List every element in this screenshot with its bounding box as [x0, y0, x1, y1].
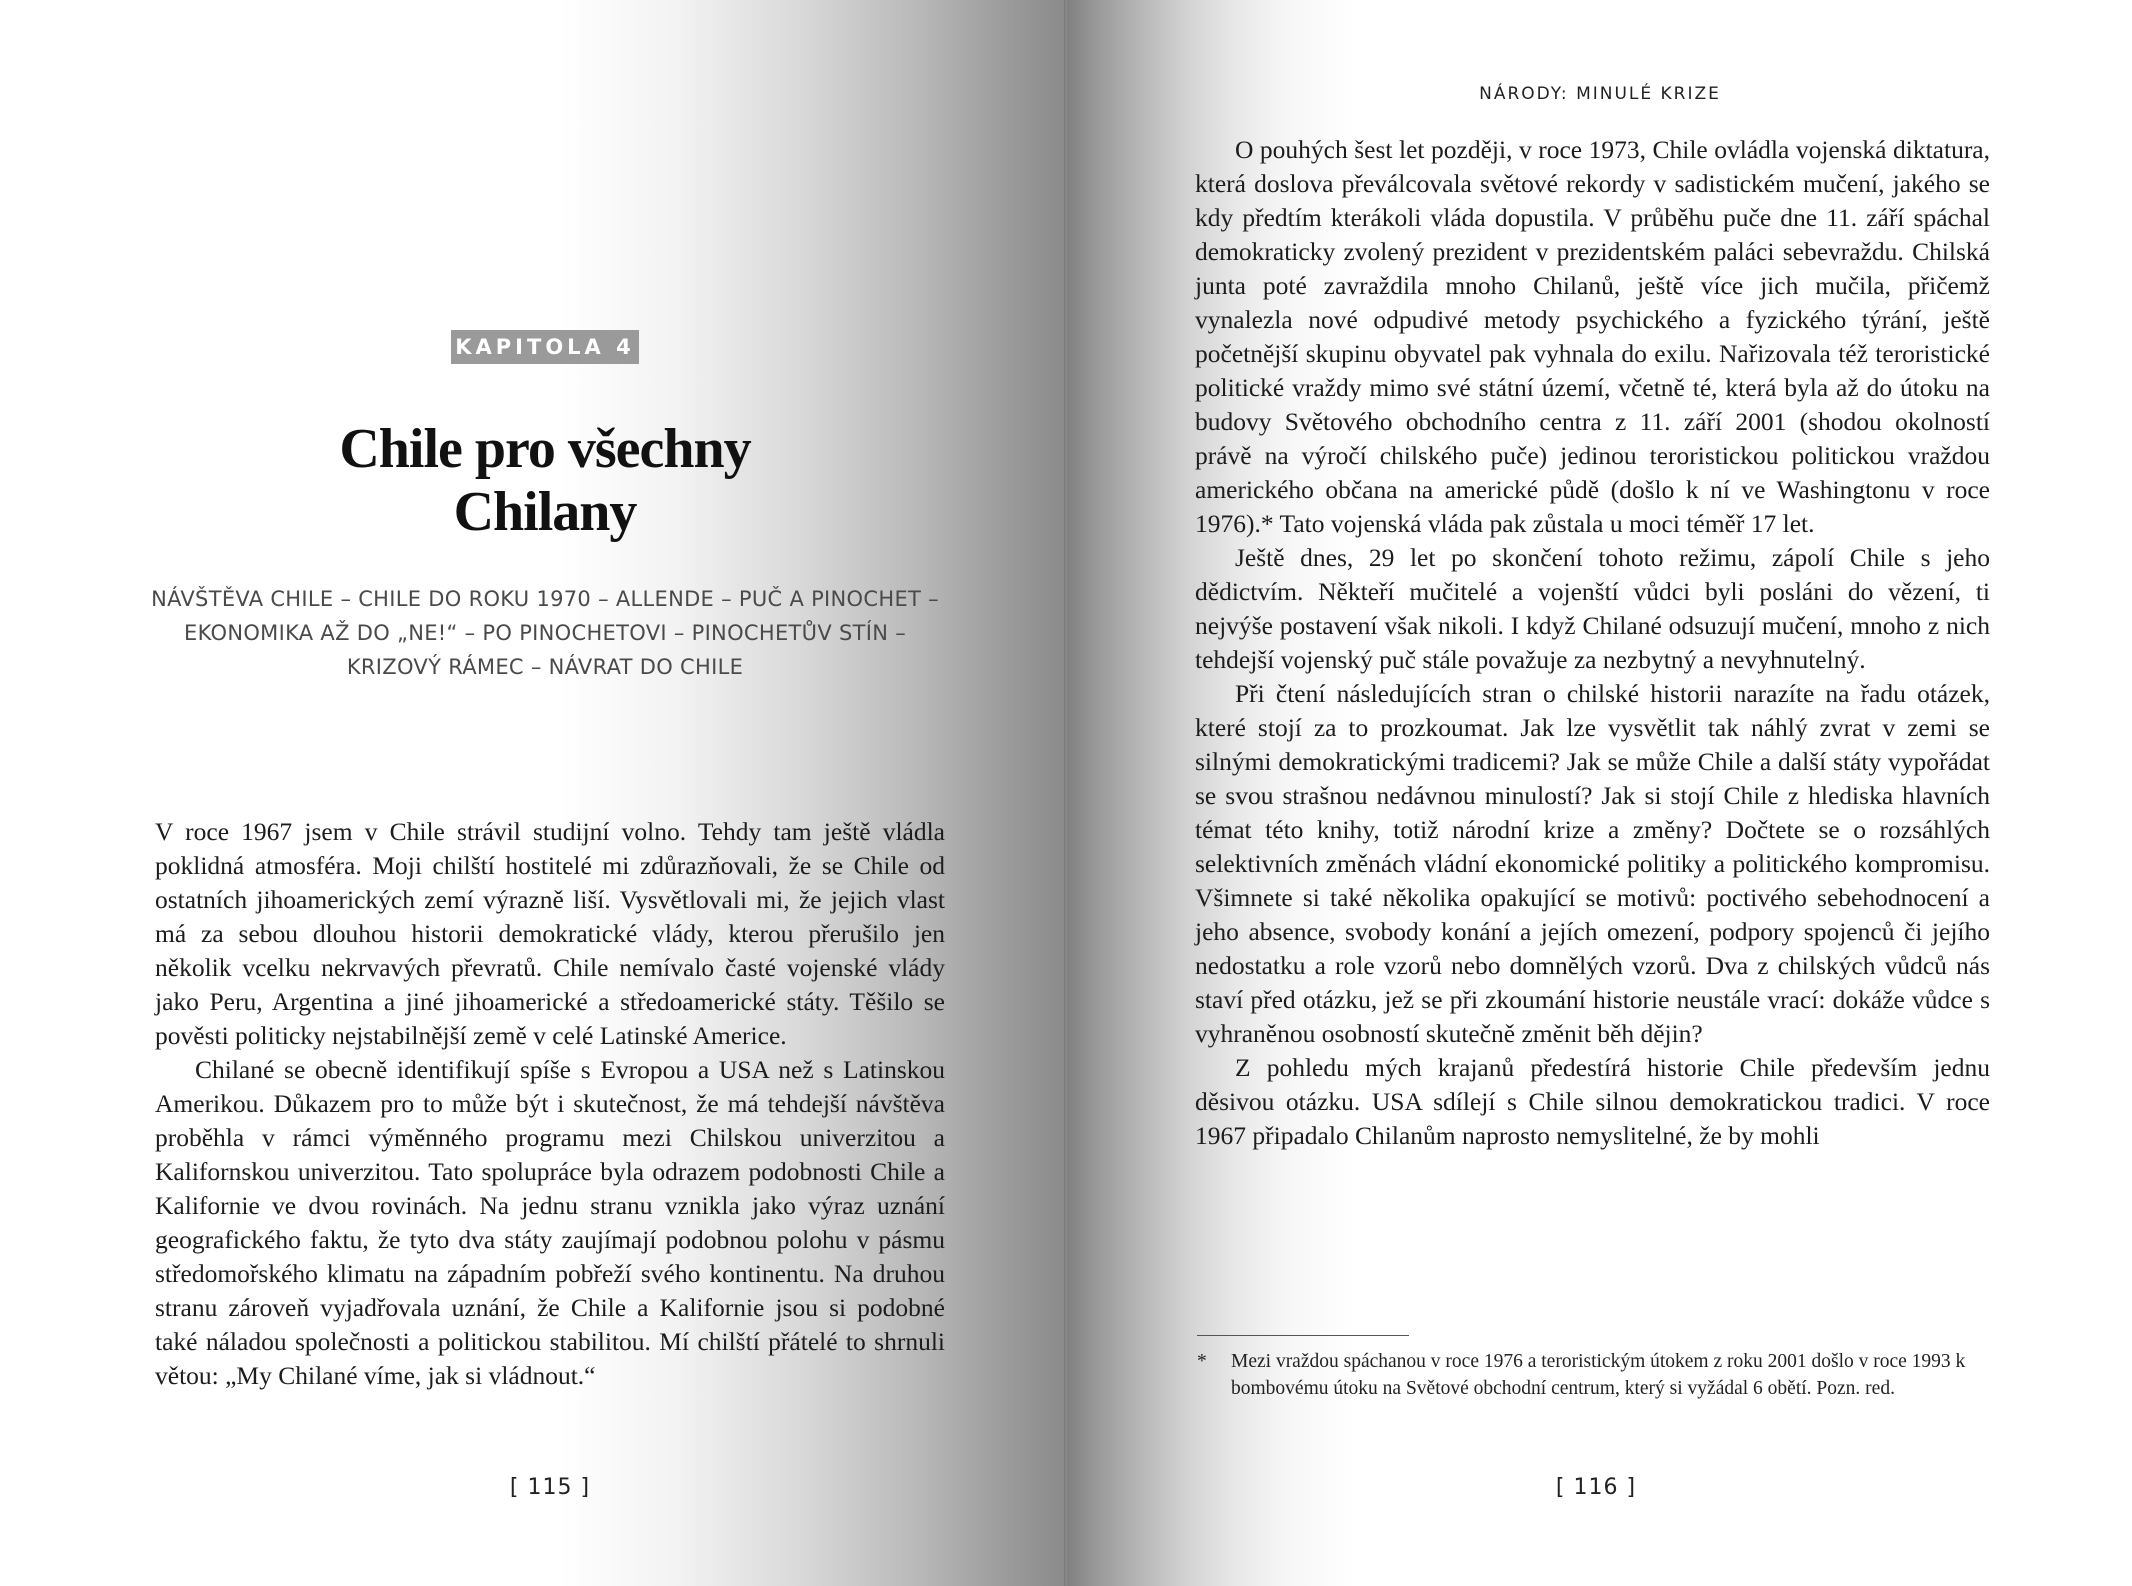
paragraph: O pouhých šest let později, v roce 1973, Chile ovládla vojenská diktatura, která doslova převálcovala světové rekordy v sadistickém mučení, jakého se kdy předtím kterákoli vláda dopustila. V průběhu puče dne 11. září spáchal demokraticky zvolený prezident v prezidentském paláci sebevraždu. Chilská junta poté zavraždila mnoho Chilanů, ještě více jich mučila, přičemž vynalezla nové odpudivé metody psychického a fyzického týrání, ještě početnější skupinu obyvatel pak vyhnala do exilu. Nařizovala též teroristické politické vraždy mimo své státní území, včetně té, která byla až do útoku na budovy Světového obchodního centra z 11. září 2001 (shodou okolností právě na výročí chilského puče) jedinou teroristickou politickou vraždou amerického občana na americké půdě (došlo k ní ve Washingtonu v roce 1976).* Tato vojenská vláda pak zůstala u moci téměř 17 let. — [1195, 135, 1990, 538]
paragraph: Chilané se obecně identifikují spíše s Evropou a USA než s Latinskou Amerikou. Důkazem pro to může být i skutečnost, že má tehdejší návštěva proběhla v rámci výměnného programu mezi Chilskou univerzitou a Kalifornskou univerzitou. Tato spolupráce byla odrazem podobnosti Chile a Kalifornie ve dvou rovinách. Na jednu stranu vznikla jako výraz uznání geografického faktu, že tyto dva státy zaujímají podobnou polohu v pásmu středomořského klimatu na západním pobřeží svého kontinentu. Na druhou stranu zároveň vyjadřovala uznání, že Chile a Kalifornie jsou si podobné také náladou společnosti a politickou stabilitou. Mí chilští přátelé to shrnuli větou: „My Chilané víme, jak si vládnout.“ — [155, 1055, 945, 1390]
chapter-label: KAPITOLA 4 — [451, 330, 639, 364]
chapter-title — [230, 418, 860, 544]
page-number-left: [ 115 ] — [509, 1475, 591, 1500]
footnote-mark: * — [1197, 1351, 1207, 1372]
chapter-title-line: Chile pro všechny — [339, 418, 751, 480]
footnote — [1197, 1348, 1977, 1402]
right-body-text — [1195, 133, 1990, 1153]
running-head: NÁRODY: MINULÉ KRIZE — [1479, 84, 1721, 104]
paragraph: Při čtení následujících stran o chilské historii narazíte na řadu otázek, které stojí za to prozkoumat. Jak lze vysvětlit tak náhlý zvrat v zemi se silnými demokratickými tradicemi? Jak se může Chile a další státy vypořádat se svou strašnou nedávnou minulostí? Jak si stojí Chile z hlediska hlavních témat této knihy, totiž národní krize a změny? Dočtete se o rozsáhlých selektivních změnách vládní ekonomické politiky a politického kompromisu. Všimnete si také několika opakující se motivů: poctivého sebehodnocení a jeho absence, svobody konání a jejích omezení, podpory spojenců či jejího nedostatku a role vzorů nebo domnělých vzorů. Dva z chilských vůdců nás staví před otázku, jež se při zkoumání historie neustále vrací: dokáže vůdce s vyhraněnou osobností skutečně změnit běh dějin? — [1195, 679, 1990, 1048]
paragraph: Z pohledu mých krajanů předestírá historie Chile především jednu děsivou otázku. USA sdílejí s Chile silnou demokratickou tradici. V roce 1967 připadalo Chilanům naprosto nemyslitelné, že by mohli — [1195, 1053, 1990, 1150]
chapter-topics — [130, 582, 960, 684]
footnote-divider — [1197, 1335, 1409, 1336]
paragraph: Ještě dnes, 29 let po skončení tohoto režimu, zápolí Chile s jeho dědictvím. Někteří mučitelé a vojenští vůdci byli posláni do vězení, ti nejvýše postavení však nikoli. I když Chilané odsuzují mučení, mnoho z nich tehdejší vojenský puč stále považuje za nezbytný a nevyhnutelný. — [1195, 543, 1990, 674]
chapter-topics-line: NÁVŠTĚVA CHILE – CHILE DO ROKU 1970 – ALLENDE – PUČ A PINOCHET – — [151, 587, 939, 611]
left-body-text — [155, 815, 945, 1393]
chapter-title-line: Chilany — [453, 481, 637, 543]
paragraph: V roce 1967 jsem v Chile strávil studijní volno. Tehdy tam ještě vládla poklidná atmosféra. Moji chilští hostitelé mi zdůrazňovali, že se Chile od ostatních jihoamerických zemí výrazně liší. Vysvětlovali mi, že jejich vlast má za sebou dlouhou historii demokratické vlády, kterou přerušilo jen několik vcelku nekrvavých převratů. Chile nemívalo časté vojenské vlády jako Peru, Argentina a jiné jihoamerické a středoamerické státy. Těšilo se pověsti politicky nejstabilnější země v celé Latinské Americe. — [155, 817, 945, 1050]
footnote-text: Mezi vraždou spáchanou v roce 1976 a teroristickým útokem z roku 2001 došlo v roce 1993 k bombovému útoku na Světové obchodní centrum, který si vyžádal 6 obětí. Pozn. red. — [1231, 1351, 1966, 1399]
chapter-topics-line: KRIZOVÝ RÁMEC – NÁVRAT DO CHILE — [346, 655, 744, 679]
chapter-topics-line: EKONOMIKA AŽ DO „NE!“ – PO PINOCHETOVI – PINOCHETŮV STÍN – — [184, 621, 906, 645]
book-gutter — [1064, 0, 1067, 1586]
page-number-right: [ 116 ] — [1555, 1475, 1637, 1500]
